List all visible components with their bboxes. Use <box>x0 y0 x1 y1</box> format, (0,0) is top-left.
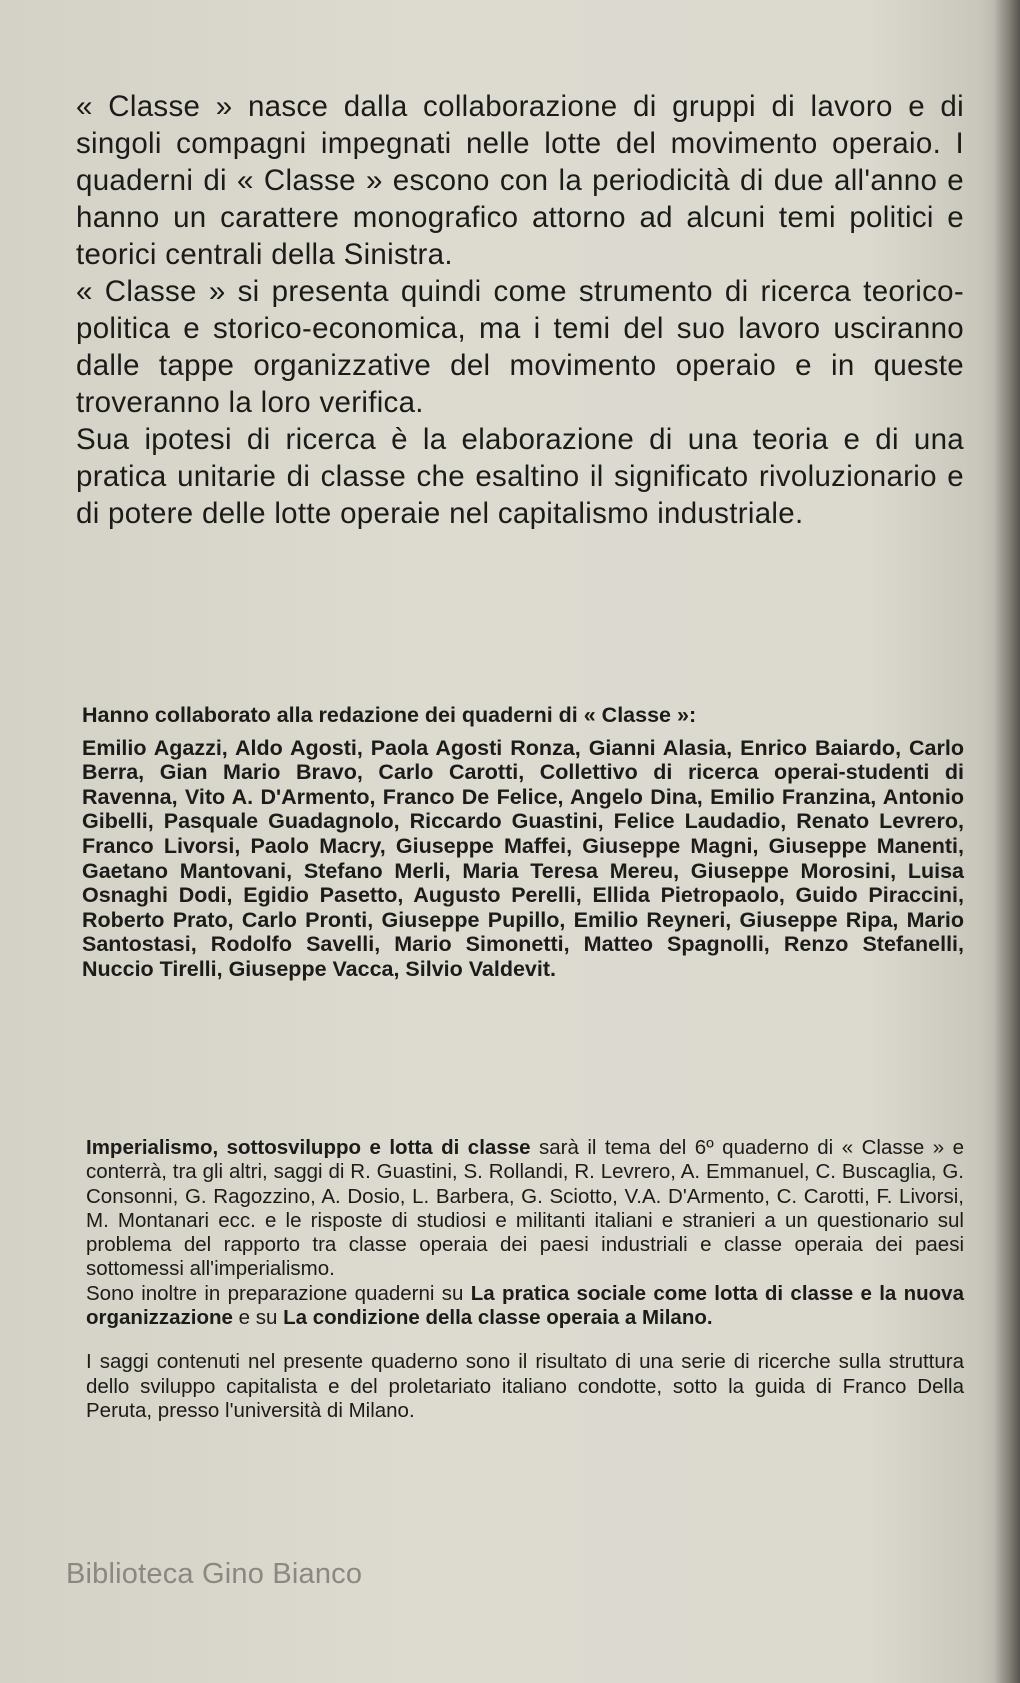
library-watermark: Biblioteca Gino Bianco <box>66 1558 363 1590</box>
page-edge-shadow <box>994 0 1020 1683</box>
upcoming-section <box>86 1136 964 1423</box>
intro-paragraph-1: « Classe » nasce dalla collaborazione di gruppi di lavoro e di singoli compagni impegnati nelle lotte del movimento operaio. I quaderni di « Classe » escono con la periodicità di due all'anno e hanno un carattere monografico attorno ad alcuni temi politici e teorici centrali della Sinistra. <box>76 90 964 271</box>
preparation-and: e su <box>232 1306 284 1330</box>
upcoming-theme-title: Imperialismo, sottosviluppo e lotta di classe <box>86 1136 531 1159</box>
preparation-title-1: La pratica sociale come lotta di classe e la nuova organizzazione <box>86 1281 964 1330</box>
collaborators-section <box>82 703 964 982</box>
intro-section <box>76 88 964 532</box>
preparation-paragraph <box>86 1282 964 1331</box>
intro-paragraph-3: Sua ipotesi di ricerca è la elaborazione di una teoria e di una pratica unitarie di classe che esaltino il significato rivoluzionario e di potere delle lotte operaie nel capitalismo industriale. <box>76 423 964 530</box>
collaborators-list: Emilio Agazzi, Aldo Agosti, Paola Agosti Ronza, Gianni Alasia, Enrico Baiardo, Carlo Berra, Gian Mario Bravo, Carlo Carotti, Collettivo di ricerca operai-studenti di Ravenna, Vito A. D'Armento, Franco De Felice, Angelo Dina, Emilio Franzina, Antonio Gibelli, Pasquale Guadagnolo, Riccardo Guastini, Felice Laudadio, Renato Levrero, Franco Livorsi, Paolo Macry, Giuseppe Maffei, Giuseppe Magni, Giuseppe Manenti, Gaetano Mantovani, Stefano Merli, Maria Teresa Mereu, Giuseppe Morosini, Luisa Osnaghi Dodi, Egidio Pasetto, Augusto Perelli, Ellida Pietropaolo, Guido Piraccini, Roberto Prato, Carlo Pronti, Giuseppe Pupillo, Emilio Reyneri, Giuseppe Ripa, Mario Santostasi, Rodolfo Savelli, Mario Simonetti, Matteo Spagnolli, Renzo Stefanelli, Nuccio Tirelli, Giuseppe Vacca, Silvio Valdevit. <box>82 735 964 981</box>
research-note: I saggi contenuti nel presente quaderno sono il risultato di una serie di ricerche sulla struttura dello sviluppo capitalista e del proletariato italiano condotte, sotto la guida di Franco Della Peruta, presso l'università di Milano. <box>86 1350 964 1422</box>
upcoming-theme-paragraph <box>86 1136 964 1282</box>
preparation-text: Sono inoltre in preparazione quaderni su <box>86 1281 471 1305</box>
upcoming-theme-text: sarà il tema del 6º quaderno di « Classe » e conterrà, tra gli altri, saggi di R. Guastini, S. Rollandi, R. Levrero, A. Emmanuel, C. Buscaglia, G. Consonni, G. Ragozzino, A. Dosio, L. Barbera, G. Sciotto, V.A. D'Armento, C. Carotti, F. Livorsi, M. Montanari ecc. e le risposte di studiosi e militanti italiani e stranieri a un questionario sul problema del rapporto tra classe operaia dei paesi industriali e classe operaia dei paesi sottomessi all'imperialismo. <box>86 1136 964 1281</box>
collaborators-heading: Hanno collaborato alla redazione dei quaderni di « Classe »: <box>82 703 697 727</box>
intro-paragraph-2: « Classe » si presenta quindi come strumento di ricerca teorico-politica e storico-economica, ma i temi del suo lavoro usciranno dalle tappe organizzative del movimento operaio e in queste troveranno la loro verifica. <box>76 275 964 419</box>
preparation-title-2: La condizione della classe operaia a Milano. <box>283 1306 713 1330</box>
